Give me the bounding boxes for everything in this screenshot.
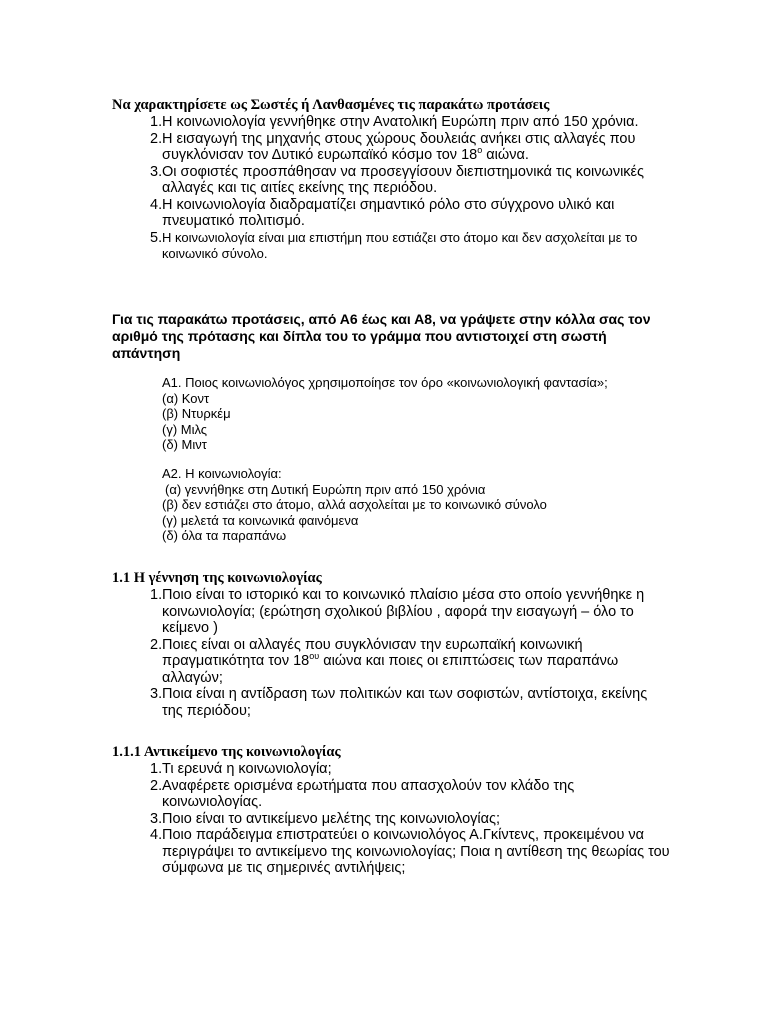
item-text: Ποιο είναι το αντικείμενο μελέτης της κοινωνιολογίας; xyxy=(162,810,501,827)
answer-option: (α) γεννήθηκε στη Δυτική Ευρώπη πριν από 150 χρόνια xyxy=(165,481,486,497)
item-number: 2 . xyxy=(150,778,162,795)
item-text: Η εισαγωγή της μηχανής στους χώρους δουλειάς ανήκει στις αλλαγές που συγκλόνισαν τον Δυτικό ευρωπαϊκό κόσμο τον 18 xyxy=(162,130,636,163)
item-text: Οι σοφιστές προσπάθησαν να προσεγγίσουν διεπιστημονικά τις κοινωνικές αλλαγές και τις αιτίες εκείνης της περιόδου. xyxy=(162,163,645,196)
list-item xyxy=(112,197,672,230)
item-number: 3 . xyxy=(150,686,162,703)
list-item xyxy=(112,114,672,131)
item-number: 4 . xyxy=(150,197,162,214)
item-text: Τι ερευνά η κοινωνιολογία; xyxy=(162,761,332,777)
item-number: 1 . xyxy=(150,587,162,604)
item-number: 3 . xyxy=(150,811,162,828)
section1-heading: Να χαρακτηρίσετε ως Σωστές ή Λανθασμένες τις παρακάτω προτάσεις xyxy=(112,97,550,113)
answer-option: (β) δεν εστιάζει στο άτομο, αλλά ασχολείται με το κοινωνικό σύνολο xyxy=(162,497,547,512)
item-text: Ποια είναι η αντίδραση των πολιτικών και των σοφιστών, αντίστοιχα, εκείνης της περιόδου; xyxy=(162,686,648,719)
list-item xyxy=(112,637,672,687)
superscript: ο xyxy=(477,145,483,156)
answer-option: (γ) Μιλς xyxy=(162,421,207,437)
answer-option: (δ) όλα τα παραπάνω xyxy=(162,528,287,543)
list-item xyxy=(112,230,672,263)
section1-list xyxy=(112,114,672,263)
item-text: Η κοινωνιολογία γεννήθηκε στην Ανατολική Ευρώπη πριν από 150 χρόνια. xyxy=(162,114,639,130)
section4-heading: 1.1.1 Αντικείμενο της κοινωνιολογίας xyxy=(112,744,341,760)
superscript: ου xyxy=(309,651,320,662)
list-item xyxy=(112,131,672,164)
question-a1 xyxy=(162,375,682,453)
item-number: 2 . xyxy=(150,637,162,654)
section3-list xyxy=(112,587,672,719)
item-text: Ποιο είναι το ιστορικό και το κοινωνικό πλαίσιο μέσα στο οποίο γεννήθηκε η κοινωνιολογία; (ερώτηση σχολικού βιβλίου , αφορά την εισαγωγή – όλο το κείμενο ) xyxy=(162,587,645,636)
item-text-tail: αιώνα. xyxy=(482,147,529,163)
item-text: Αναφέρετε ορισμένα ερωτήματα που απασχολούν τον κλάδο της κοινωνιολογίας. xyxy=(162,777,575,810)
item-number: 4 . xyxy=(150,827,162,844)
item-text: Η κοινωνιολογία είναι μια επιστήμη που εστιάζει στο άτομο και δεν ασχολείται με το κοινωνικό σύνολο. xyxy=(162,229,638,261)
list-item xyxy=(112,778,672,811)
section2-heading: Για τις παρακάτω προτάσεις, από Α6 έως και Α8, να γράψετε στην κόλλα σας τον αριθμό της πρότασης και δίπλα του το γράμμα που αντιστοιχεί στη σωστή απάντηση xyxy=(112,311,651,361)
list-item xyxy=(112,761,672,778)
list-item xyxy=(112,164,672,197)
list-item xyxy=(112,686,672,719)
answer-option: (β) Ντυρκέμ xyxy=(162,406,231,421)
item-number: 5 . xyxy=(150,230,162,247)
answer-option: (δ) Μιντ xyxy=(162,437,207,452)
item-number: 2 . xyxy=(150,131,162,148)
item-number: 3 . xyxy=(150,164,162,181)
item-text-tail: αιώνα και ποιες οι επιπτώσεις των παραπάνω αλλαγών; xyxy=(162,653,619,686)
section4-list xyxy=(112,761,672,877)
question-a2 xyxy=(162,466,682,544)
question-stem: Α2. Η κοινωνιολογία: xyxy=(162,466,282,481)
item-text: Ποιο παράδειγμα επιστρατεύει ο κοινωνιολόγος Α.Γκίντενς, προκειμένου να περιγράψει το αντικείμενο της κοινωνιολογίας; Ποια η αντίθεση της θεωρίας του σύμφωνα με τις σημερινές αντιλήψεις; xyxy=(162,827,670,876)
item-text: Η κοινωνιολογία διαδραματίζει σημαντικό ρόλο στο σύγχρονο υλικό και πνευματικό πολιτισμό. xyxy=(162,196,615,229)
question-stem: Α1. Ποιος κοινωνιολόγος χρησιμοποίησε τον όρο «κοινωνιολογική φαντασία»; xyxy=(162,375,608,390)
item-number: 1 . xyxy=(150,114,162,131)
section3-heading: 1.1 Η γέννηση της κοινωνιολογίας xyxy=(112,570,322,586)
answer-option: (γ) μελετά τα κοινωνικά φαινόμενα xyxy=(162,512,359,528)
list-item xyxy=(112,811,672,828)
list-item xyxy=(112,827,672,877)
list-item xyxy=(112,587,672,637)
item-number: 1 . xyxy=(150,761,162,778)
answer-option: (α) Κοντ xyxy=(162,390,210,406)
item-text: Ποιες είναι οι αλλαγές που συγκλόνισαν την ευρωπαϊκή κοινωνική πραγματικότητα τον 18 xyxy=(162,636,583,669)
